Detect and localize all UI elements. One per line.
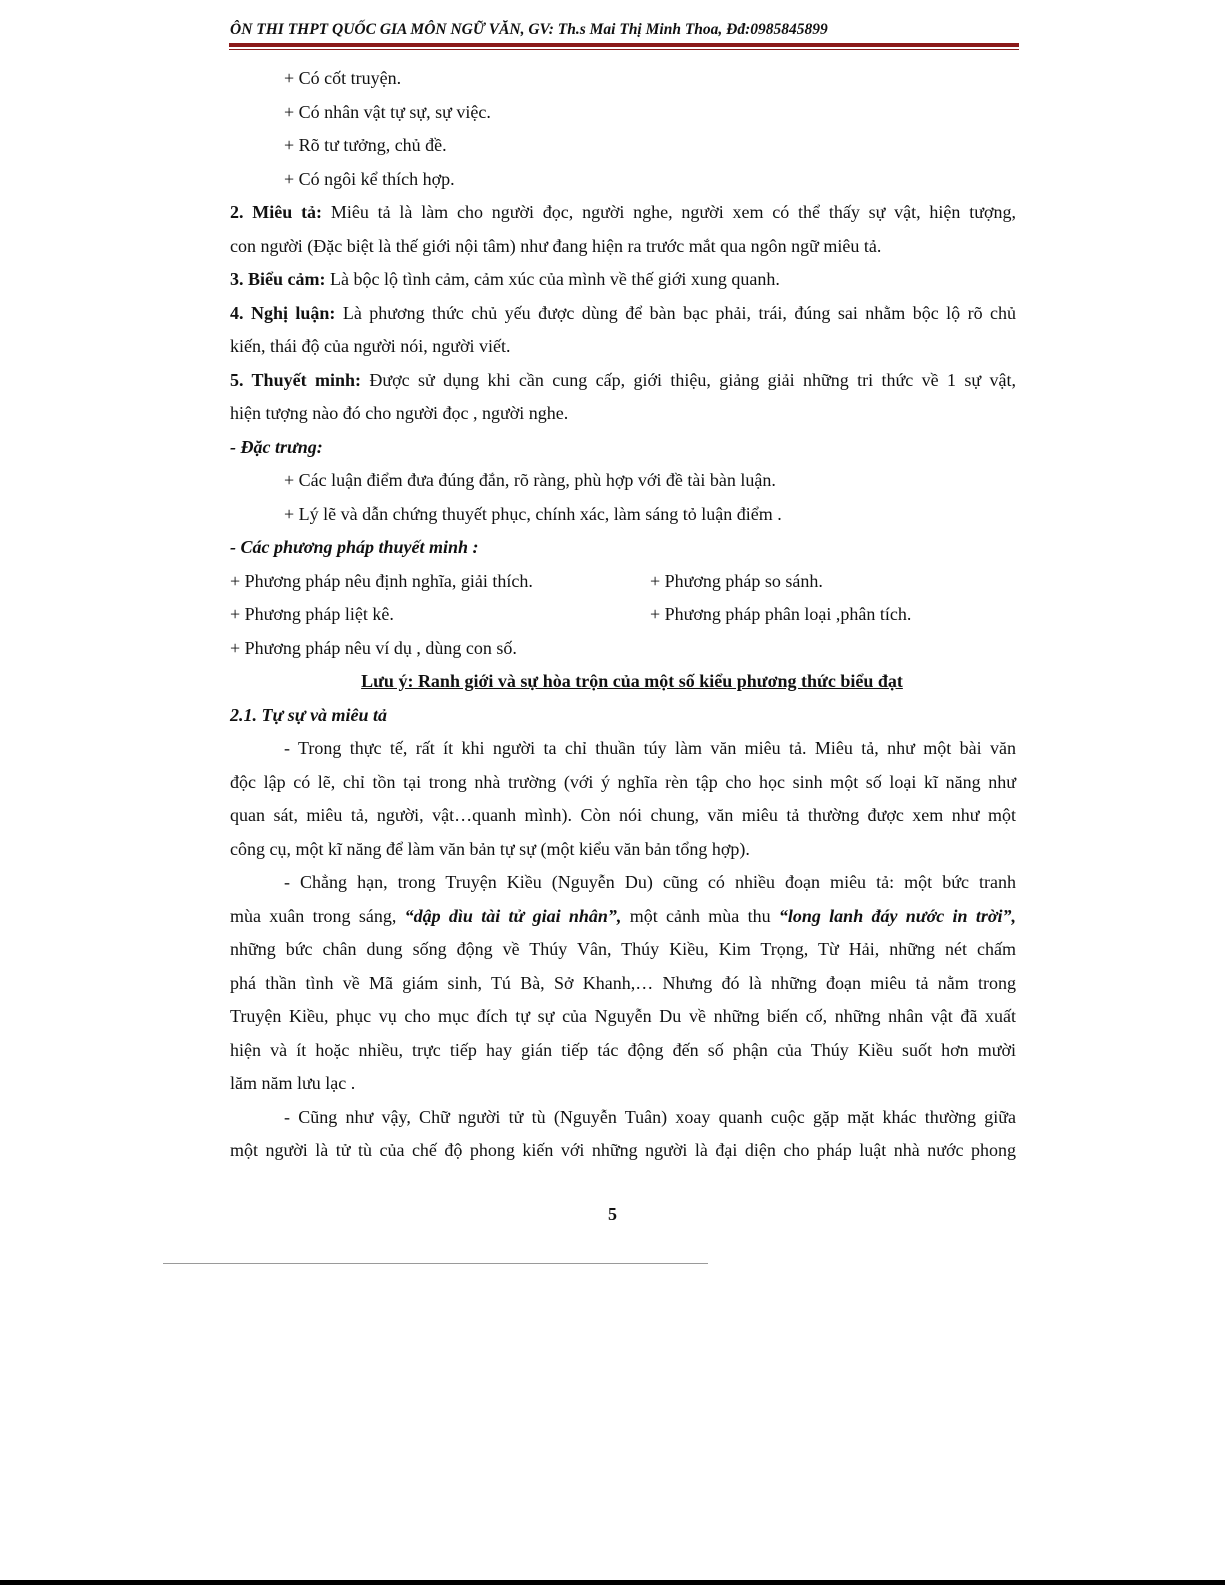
footer-divider: [163, 1263, 708, 1264]
phuong-phap-item: + Phương pháp nêu ví dụ , dùng con số.: [230, 637, 517, 658]
nghi-luan-label: 4. Nghị luận:: [230, 302, 336, 323]
mieu-ta-text: Miêu tả là làm cho người đọc, người nghe, người xem có thể thấy sự vật, hiện tượng,: [322, 202, 1016, 222]
phuong-phap-item: + Phương pháp liệt kê.: [230, 604, 394, 624]
dac-trung-item: + Các luận điểm đưa đúng đắn, rõ ràng, phù hợp với đề tài bàn luận.: [284, 470, 776, 490]
thuyet-minh-line-1: [230, 364, 1016, 398]
para3-line: - Cũng như vậy, Chữ người tử tù (Nguyễn Tuân) xoay quanh cuộc gặp mặt khác thường giữa: [284, 1106, 1016, 1127]
para2-text: một cảnh mùa thu: [621, 905, 779, 926]
page-header: ÔN THI THPT QUỐC GIA MÔN NGỮ VĂN, GV: Th.s Mai Thị Minh Thoa, Đđ:0985845899: [230, 21, 828, 38]
mieu-ta-line-2: con người (Đặc biệt là thế giới nội tâm) như đang hiện ra trước mắt qua ngôn ngữ miêu tả.: [230, 235, 882, 256]
phuong-phap-item: + Phương pháp so sánh.: [650, 570, 823, 591]
section-heading: 2.1. Tự sự và miêu tả: [230, 704, 388, 725]
page-number: 5: [608, 1204, 617, 1224]
dac-trung-heading: - Đặc trưng:: [230, 436, 323, 457]
para2-line: Truyện Kiều, phục vụ cho mục đích tự sự của Nguyễn Du về những biến cố, những nhân vật đã xuất: [230, 1006, 1016, 1026]
thuyet-minh-label: 5. Thuyết minh:: [230, 369, 361, 390]
thuyet-minh-text: Được sử dụng khi cần cung cấp, giới thiệu, giảng giải những tri thức về 1 sự vật,: [360, 369, 1017, 390]
quote-long-lanh: “long lanh đáy nước in trời”,: [778, 905, 1016, 926]
quote-dap-diu: “dập dìu tài tử giai nhân”,: [404, 905, 622, 926]
para2-line: những bức chân dung sống động về Thúy Vân, Thúy Kiều, Kim Trọng, Từ Hải, những nét chấm: [230, 939, 1016, 959]
phuong-phap-heading: - Các phương pháp thuyết minh :: [230, 537, 479, 557]
para2-text: mùa xuân trong sáng,: [230, 905, 405, 926]
bieu-cam-label: 3. Biểu cảm:: [230, 269, 326, 289]
mieu-ta-line-1: [230, 196, 1016, 230]
para1-line: quan sát, miêu tả, người, vật…quanh mình). Còn nói chung, văn miêu tả thường được xem như một: [230, 805, 1016, 825]
phuong-phap-row: [230, 598, 1016, 632]
bullet-line: + Có ngôi kể thích hợp.: [284, 168, 455, 189]
para2-line: [230, 900, 1016, 934]
mieu-ta-label: 2. Miêu tả:: [230, 202, 323, 222]
para1-line: - Trong thực tế, rất ít khi người ta chỉ thuần túy làm văn miêu tả. Miêu tả, như một bài văn: [284, 738, 1016, 758]
bullet-line: + Rõ tư tưởng, chủ đề.: [284, 135, 447, 155]
phuong-phap-item: + Phương pháp nêu định nghĩa, giải thích.: [230, 570, 533, 591]
note-title: Lưu ý: Ranh giới và sự hòa trộn của một số kiểu phương thức biểu đạt: [361, 671, 903, 691]
document-body: [230, 62, 1016, 1168]
phuong-phap-item: + Phương pháp phân loại ,phân tích.: [650, 604, 912, 624]
para2-line: - Chẳng hạn, trong Truyện Kiều (Nguyễn Du) cũng có nhiều đoạn miêu tả: một bức tranh: [284, 872, 1016, 892]
bieu-cam-line: [230, 263, 1016, 297]
para2-line: hiện và ít hoặc nhiều, trực tiếp hay gián tiếp tác động đến số phận của Thúy Kiều suốt hơn mười: [230, 1039, 1016, 1060]
dac-trung-item: + Lý lẽ và dẫn chứng thuyết phục, chính xác, làm sáng tỏ luận điểm .: [284, 503, 782, 524]
para2-line: lăm năm lưu lạc .: [230, 1073, 356, 1093]
para2-line: phá thần tình về Mã giám sinh, Tú Bà, Sở Khanh,… Nhưng đó là những đoạn miêu tả nằm trong: [230, 972, 1016, 993]
bullet-line: + Có nhân vật tự sự, sự việc.: [284, 101, 491, 122]
phuong-phap-row: [230, 565, 1016, 599]
bieu-cam-text: Là bộc lộ tình cảm, cảm xúc của mình về thế giới xung quanh.: [325, 269, 780, 289]
thuyet-minh-line-2: hiện tượng nào đó cho người đọc , người nghe.: [230, 403, 569, 423]
bottom-border: [0, 1580, 1225, 1585]
para3-line: một người là tử tù của chế độ phong kiến với những người là đại diện cho pháp luật nhà nước phong: [230, 1140, 1016, 1160]
para1-line: độc lập có lẽ, chỉ tồn tại trong nhà trường (với ý nghĩa rèn tập cho học sinh một số loại kĩ năng như: [230, 771, 1016, 792]
bullet-line: + Có cốt truyện.: [284, 68, 402, 88]
nghi-luan-text: Là phương thức chủ yếu được dùng để bàn bạc phải, trái, đúng sai nhằm bộc lộ rõ chủ: [335, 302, 1017, 323]
nghi-luan-line-1: [230, 297, 1016, 331]
header-rule-thin: [229, 49, 1019, 50]
para1-line: công cụ, một kĩ năng để làm văn bản tự sự (một kiểu văn bản tổng hợp).: [230, 838, 750, 859]
nghi-luan-line-2: kiến, thái độ của người nói, người viết.: [230, 336, 511, 356]
header-rule-thick: [229, 43, 1019, 47]
